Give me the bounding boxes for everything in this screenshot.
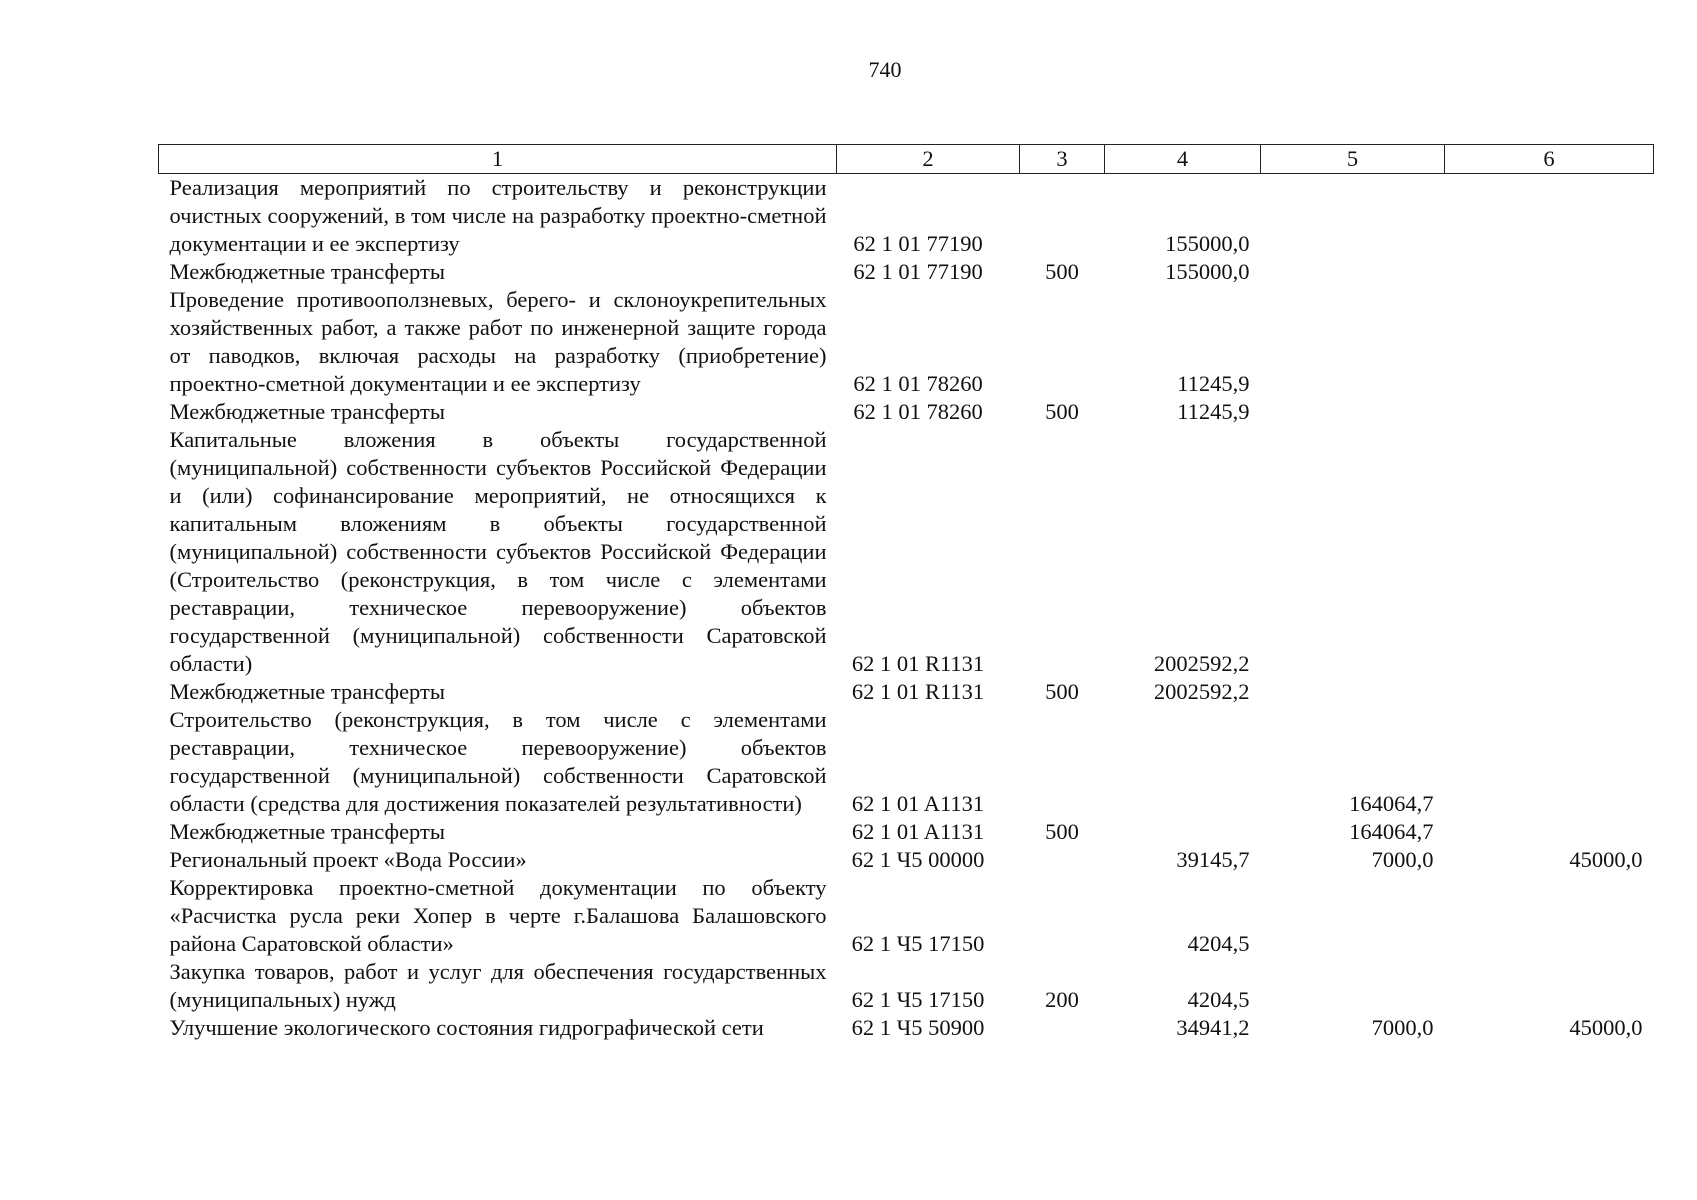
row-value-5: 164064,7 <box>1349 791 1434 816</box>
row-value-4: 2002592,2 <box>1153 651 1250 676</box>
row-value-6 <box>1445 174 1654 259</box>
row-value-6 <box>1445 818 1654 846</box>
row-name: Капитальные вложения в объекты государственной (муниципальной) собственности субъектов Российской Федерации и (или) софинансирование мероприятий, не относящихся к капитальным вложениям в объекты государственной (муниципальной) собственности субъектов Российской Федерации (Строительство (реконструкция, в том числе с элементами реставрации, техническое перевооружение) объектов государственной (муниципальной) собственности Саратовской области) <box>169 427 827 676</box>
row-expense-type <box>1020 426 1105 678</box>
table-row <box>159 258 1654 286</box>
row-value-4: 2002592,2 <box>1153 679 1250 704</box>
row-name: Межбюджетные трансферты <box>169 819 445 844</box>
row-value-4: 34941,2 <box>1176 1015 1250 1040</box>
row-value-6 <box>1445 874 1654 958</box>
row-value-5 <box>1261 174 1445 259</box>
row-value-5: 7000,0 <box>1371 847 1434 872</box>
row-name: Региональный проект «Вода России» <box>169 847 527 872</box>
row-value-6 <box>1445 286 1654 398</box>
row-name: Межбюджетные трансферты <box>169 399 445 424</box>
budget-table <box>158 144 1654 1042</box>
table-row <box>159 958 1654 1014</box>
row-name: Строительство (реконструкция, в том числе с элементами реставрации, техническое перевооружение) объектов государственной (муниципальной) собственности Саратовской области (средства для достижения показателей результативности) <box>169 707 827 816</box>
row-expense-type: 500 <box>1045 259 1079 284</box>
row-name: Корректировка проектно-сметной документации по объекту «Расчистка русла реки Хопер в черте г.Балашова Балашовского района Саратовской области» <box>169 875 827 956</box>
row-value-6 <box>1445 398 1654 426</box>
row-name: Закупка товаров, работ и услуг для обеспечения государственных (муниципальных) нужд <box>169 959 827 1012</box>
row-value-4: 4204,5 <box>1187 931 1250 956</box>
row-expense-type: 200 <box>1045 987 1079 1012</box>
row-expense-type <box>1020 1014 1105 1042</box>
row-name: Межбюджетные трансферты <box>169 679 445 704</box>
row-value-4: 155000,0 <box>1165 231 1250 256</box>
row-value-6 <box>1445 678 1654 706</box>
row-code: 62 1 01 78260 <box>853 371 983 396</box>
row-value-5 <box>1261 874 1445 958</box>
row-code: 62 1 01 78260 <box>853 399 983 424</box>
row-expense-type: 500 <box>1045 399 1079 424</box>
table-row <box>159 426 1654 678</box>
row-value-6 <box>1445 258 1654 286</box>
row-name: Улучшение экологического состояния гидрографической сети <box>169 1015 764 1040</box>
row-expense-type <box>1020 874 1105 958</box>
row-value-5 <box>1261 678 1445 706</box>
page-number: 740 <box>868 57 902 82</box>
table-header <box>159 145 1654 174</box>
row-value-6: 45000,0 <box>1569 1015 1643 1040</box>
row-value-6 <box>1445 706 1654 818</box>
row-code: 62 1 01 R1131 <box>851 651 985 676</box>
row-expense-type <box>1020 286 1105 398</box>
row-code: 62 1 01 R1131 <box>851 679 985 704</box>
row-code: 62 1 01 A1131 <box>851 791 985 816</box>
row-value-6 <box>1445 958 1654 1014</box>
row-value-5: 7000,0 <box>1371 1015 1434 1040</box>
row-value-6 <box>1445 426 1654 678</box>
row-value-6: 45000,0 <box>1569 847 1643 872</box>
row-value-5 <box>1261 286 1445 398</box>
row-code: 62 1 Ч5 00000 <box>851 847 985 872</box>
row-value-4 <box>1105 706 1261 818</box>
row-value-4: 4204,5 <box>1187 987 1250 1012</box>
row-code: 62 1 01 77190 <box>853 259 983 284</box>
row-value-4: 155000,0 <box>1165 259 1250 284</box>
row-code: 62 1 Ч5 17150 <box>851 987 985 1012</box>
row-code: 62 1 Ч5 50900 <box>851 1015 985 1040</box>
table-row <box>159 286 1654 398</box>
row-value-5 <box>1261 958 1445 1014</box>
row-value-4: 11245,9 <box>1177 399 1250 424</box>
header-col-3: 3 <box>1020 145 1105 174</box>
row-name: Проведение противооползневых, берего- и склоноукрепительных хозяйственных работ, а также работ по инженерной защите города от паводков, включая расходы на разработку (приобретение) проектно-сметной документации и ее экспертизу <box>169 287 827 396</box>
header-col-5: 5 <box>1261 145 1445 174</box>
row-expense-type <box>1020 846 1105 874</box>
row-value-5 <box>1261 426 1445 678</box>
row-name: Реализация мероприятий по строительству и реконструкции очистных сооружений, в том числе на разработку проектно-сметной документации и ее экспертизу <box>169 175 827 256</box>
row-expense-type <box>1020 174 1105 259</box>
header-row <box>159 145 1654 174</box>
table-row <box>159 846 1654 874</box>
header-col-6: 6 <box>1445 145 1654 174</box>
table-row <box>159 678 1654 706</box>
table-body <box>159 174 1654 1043</box>
table-row <box>159 706 1654 818</box>
table-row <box>159 1014 1654 1042</box>
table-row <box>159 818 1654 846</box>
row-value-4: 39145,7 <box>1176 847 1250 872</box>
table-row <box>159 174 1654 259</box>
row-code: 62 1 Ч5 17150 <box>851 931 985 956</box>
row-value-4 <box>1105 818 1261 846</box>
row-value-5: 164064,7 <box>1349 819 1434 844</box>
row-expense-type <box>1020 706 1105 818</box>
row-value-5 <box>1261 398 1445 426</box>
row-expense-type: 500 <box>1045 679 1079 704</box>
row-code: 62 1 01 77190 <box>853 231 983 256</box>
row-value-5 <box>1261 258 1445 286</box>
row-code: 62 1 01 A1131 <box>851 819 985 844</box>
row-expense-type: 500 <box>1045 819 1079 844</box>
row-value-4: 11245,9 <box>1177 371 1250 396</box>
table-row <box>159 874 1654 958</box>
header-col-1: 1 <box>159 145 837 174</box>
row-name: Межбюджетные трансферты <box>169 259 445 284</box>
header-col-2: 2 <box>837 145 1020 174</box>
table-row <box>159 398 1654 426</box>
header-col-4: 4 <box>1105 145 1261 174</box>
